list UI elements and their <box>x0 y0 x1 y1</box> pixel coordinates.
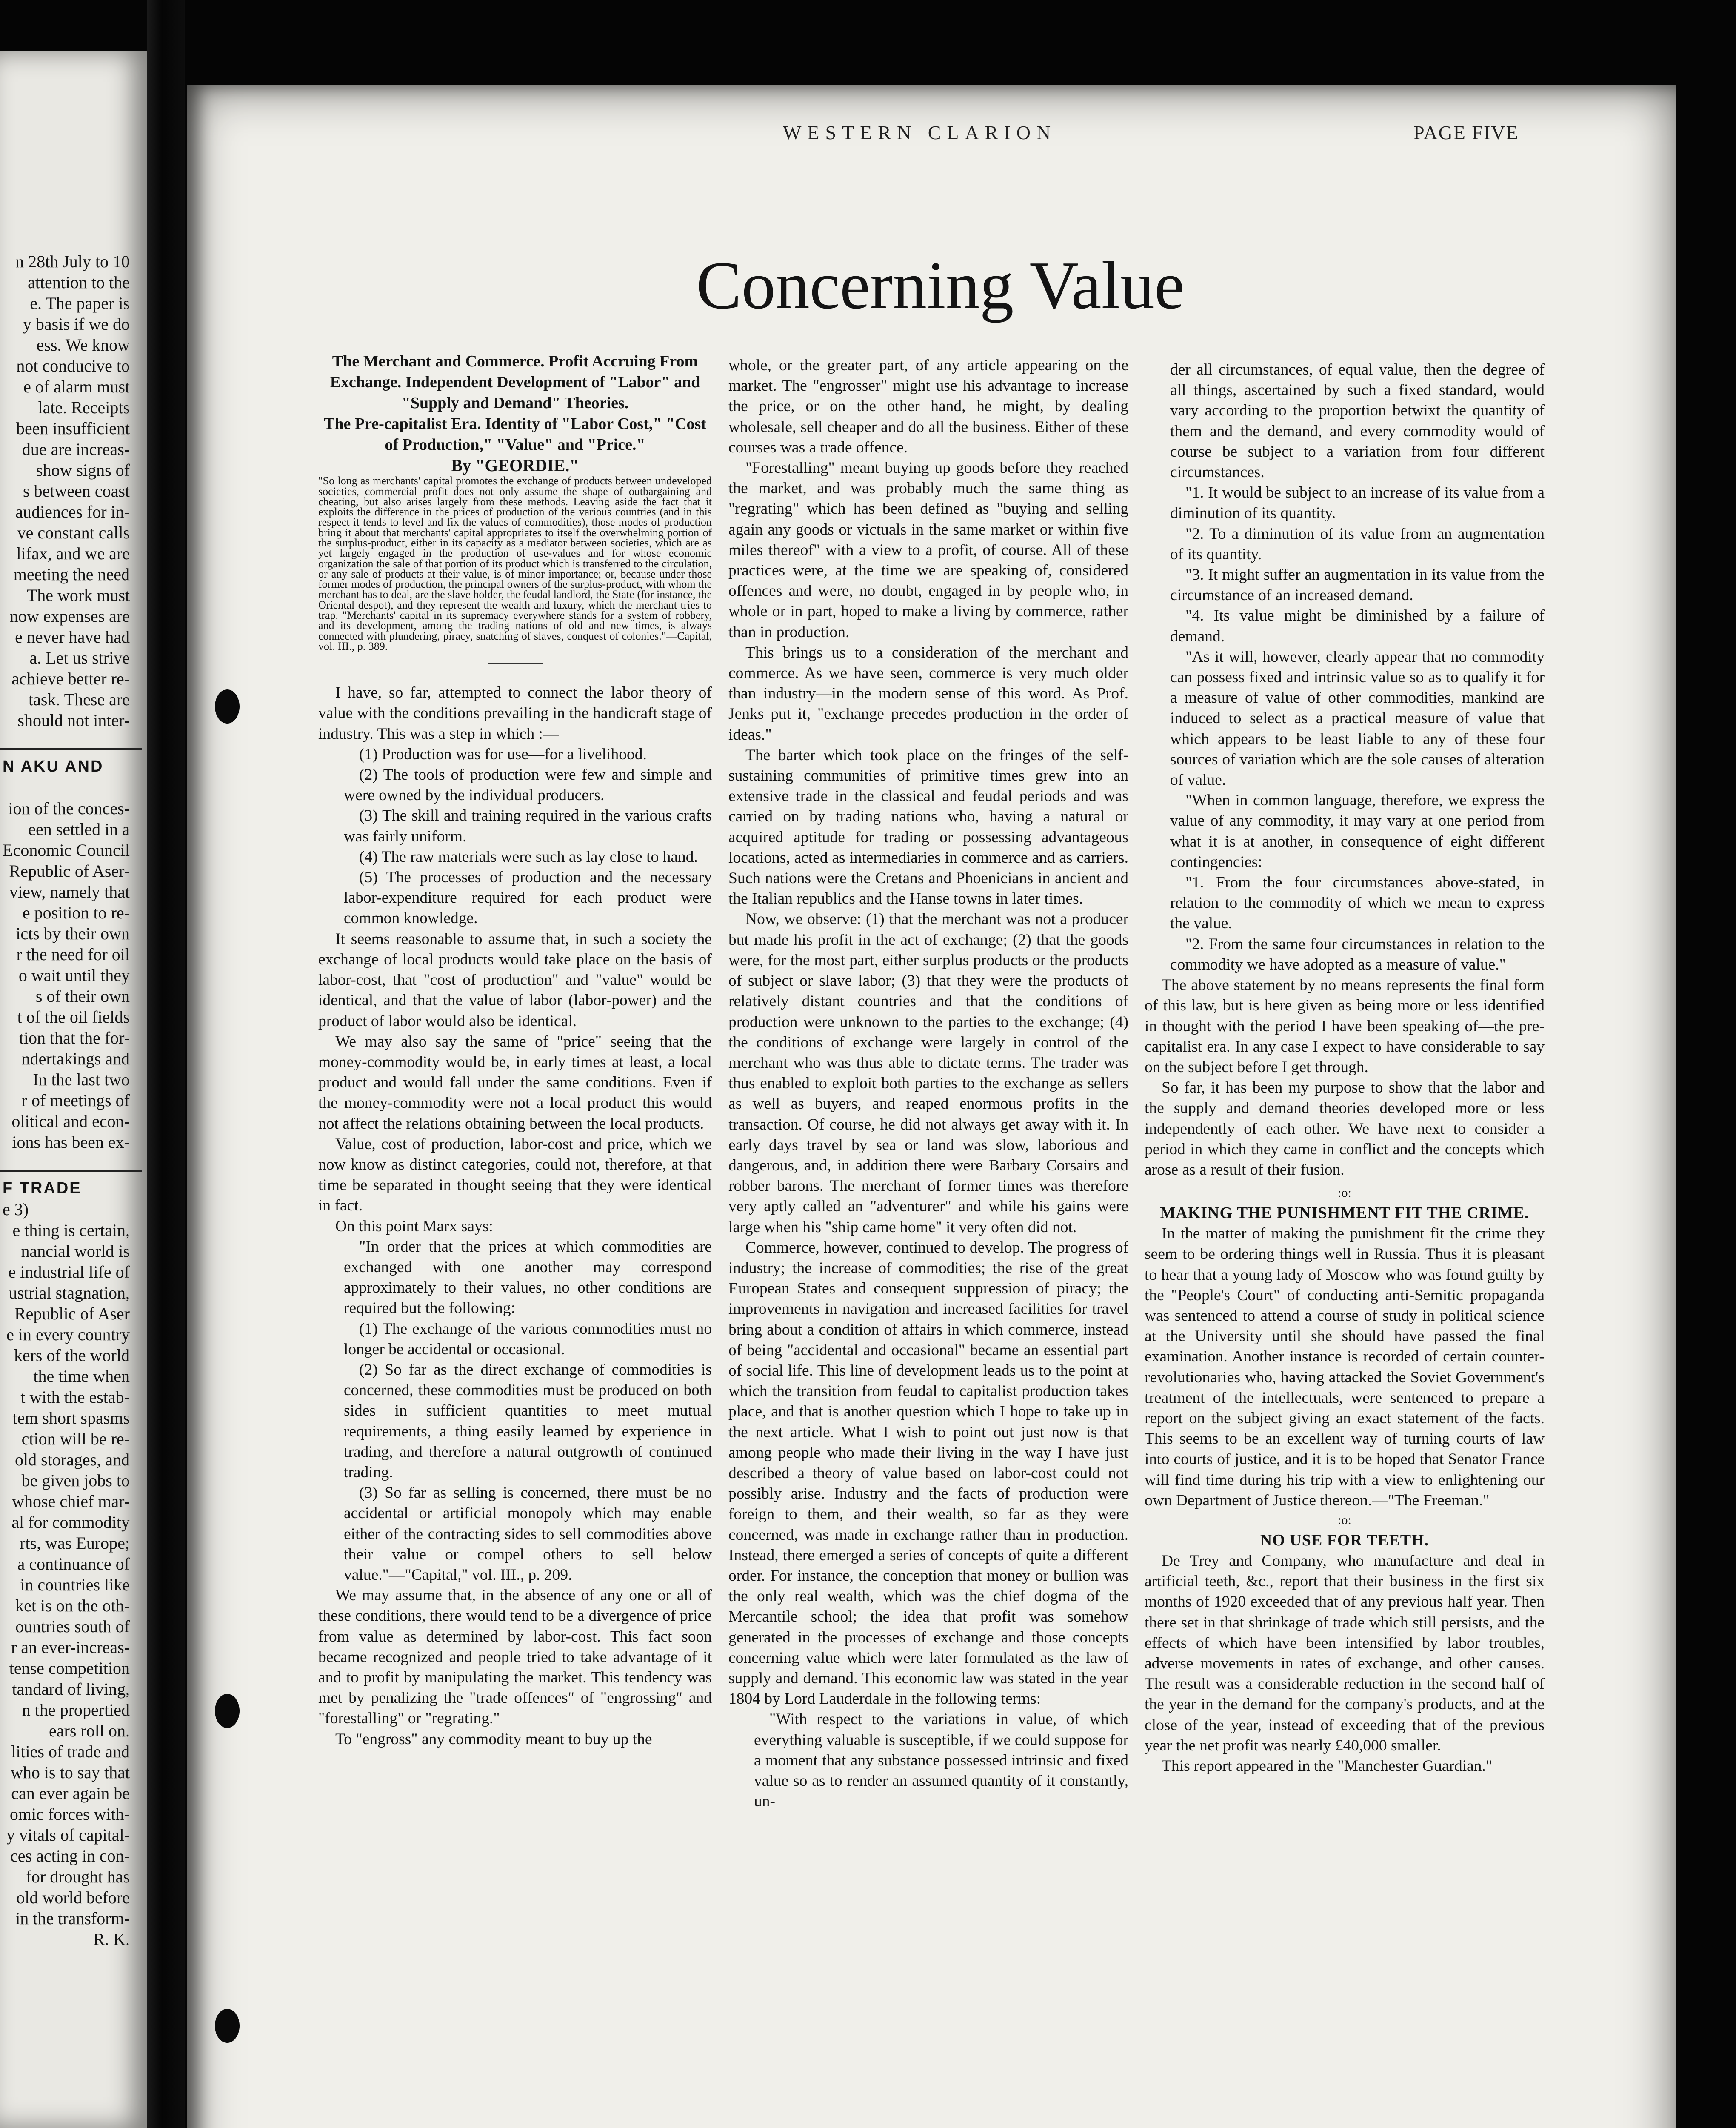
left-column-line: ve constant calls <box>17 523 130 542</box>
article-paragraph: We may assume that, in the absence of any one or all of these conditions, there would tend to be a divergence of price from value as determined by labor-cost. This fact soon became recognized and people tried to take advantage of it and to profit by manipulating the market. This tendency was met by penalizing the "trade offences" of "engrossing" and "forestalling" or "regrating." <box>318 1587 712 1728</box>
left-column-line: not conducive to <box>16 356 130 375</box>
article-paragraph: "1. It would be subject to an increase of its value from a diminution of its quantity. <box>1170 484 1545 522</box>
article-paragraph: "With respect to the variations in value, of which everything valuable is susceptible, if we could suppose for a moment that any substance possessed intrinsic and fixed value so as to render an assumed quantity of it constantly, un- <box>754 1710 1128 1811</box>
left-column-line: in the transform- <box>15 1909 130 1928</box>
left-column-line: rts, was Europe; <box>20 1533 130 1553</box>
left-column-line: e in every country <box>6 1325 130 1344</box>
left-column-line: In the last two <box>33 1070 130 1089</box>
article-paragraph: Now, we observe: (1) that the merchant was not a producer but made his profit in the act of exchange; (2) that the goods were, for the most part, either surplus products or the products of subject or slave labor; (3) that they were the products of relatively distant countries and that the conditions of production were unknown to the parties to the exchange; (4) the conditions of exchange were largely in control of the merchant who was thus able to dictate terms. The trader was thus enabled to exploit both parties to the exchange as sellers as well as buyers, and reaped enormous profits in the transaction. Of course, he did not always get away with it. In early days travel by sea or land was slow, laborious and dangerous, and, in addition there were Barbary Corsairs and robber barons. The merchant of former times was therefore very aptly called an "adventurer" and while his gains were large when his "ship came home" it very often did not. <box>728 910 1128 1236</box>
article-paragraph: (2) The tools of production were few and simple and were owned by the individual producers. <box>344 766 712 804</box>
left-page-fragment <box>0 51 147 2128</box>
article-byline: By "GEORDIE." <box>451 456 579 475</box>
left-column-line: e thing is certain, <box>12 1221 130 1240</box>
left-column-line: ction will be re- <box>21 1429 130 1448</box>
left-column-line: R. K. <box>93 1930 130 1949</box>
story-divider: :o: <box>1338 1513 1351 1527</box>
left-column-heading: N AKU AND <box>3 758 104 775</box>
article-paragraph: (3) The skill and training required in the various crafts was fairly uniform. <box>344 807 712 845</box>
article-paragraph: (1) The exchange of the various commodities must no longer be accidental or occasional. <box>344 1320 712 1358</box>
article-subhead: The Pre-capitalist Era. Identity of "Labor Cost," "Cost of Production," "Value" and "Price." <box>324 415 706 454</box>
left-column-text-bottom <box>0 1220 147 1950</box>
left-column-line: a. Let us strive <box>29 648 130 667</box>
left-column-line: tion that the for- <box>19 1028 130 1047</box>
left-column-line: nancial world is <box>21 1241 130 1261</box>
left-column-line: whose chief mar- <box>12 1492 130 1511</box>
left-column-line: ces acting in con- <box>10 1846 130 1865</box>
left-column-line: ndertakings and <box>21 1049 130 1068</box>
left-column-line: view, namely that <box>9 882 130 901</box>
left-column-line: in countries like <box>20 1575 130 1594</box>
column-3-paragraphs <box>1145 360 1545 1180</box>
left-column-line: for drought has <box>26 1867 130 1886</box>
left-column-line: ountries south of <box>15 1617 130 1636</box>
left-column-line: been insufficient <box>16 419 130 438</box>
binding-hole <box>215 689 240 724</box>
article-paragraph: whole, or the greater part, of any article appearing on the market. The "engrosser" might use his advantage to increase the price, or on the other hand, he might, by dealing wholesale, sell cheaper and do all the business. Either of these courses was a trade offence. <box>728 357 1128 456</box>
article-paragraph: der all circumstances, of equal value, then the degree of all things, ascertained by such a fixed standard, would vary according to the proportion betwixt the quantity of them and the demand, and every commodity would of course be subject to a variation from four different circumstances. <box>1170 361 1545 481</box>
page-number: PAGE FIVE <box>1413 122 1519 143</box>
article-paragraph: "As it will, however, clearly appear that no commodity can possess fixed and intrinsic value so as to qualify it for a measure of value of other commodities, mankind are induced to select as a practical measure of value that which appears to be least liable to any of these four sources of variation which are the sole causes of alteration of value. <box>1170 648 1545 789</box>
left-column-line: kers of the world <box>14 1346 130 1365</box>
article-column-3 <box>1145 360 1545 1776</box>
left-column-line: Republic of Aser <box>14 1304 130 1323</box>
left-column-line: show signs of <box>36 460 130 480</box>
article-paragraph: Commerce, however, continued to develop. The progress of industry; the increase of commodities; the rise of the great European States and consequent suppression of piracy; the improvements in navigation and increased facilities for travel bring about a condition of affairs in which commerce, instead of being "accidental and occasional" became an essential part of social life. This line of development leads us to the point at which the transition from feudal to capitalist production takes place, and that is another question which I hope to take up in the next article. What I wish to point out just now is that among people who made their living in the way I have just described a theory of value based on labor-cost could not possibly arise. Industry and the facts of production were foreign to them, and their wealth, so far as they were concerned, was made in exchange rather than in production. Instead, there emerged a series of concepts of quite a different order. For instance, the conception that money or bullion was the only real wealth, which was the chief dogma of the Mercantile school; the idea that profit was somehow generated in the processes of exchange and those concepts concerning value which were later formulated as the law of supply and demand. This economic law was stated in the year 1804 by Lord Lauderdale in the following terms: <box>728 1238 1128 1708</box>
column-2-paragraphs <box>728 355 1128 1812</box>
left-column-line: Economic Council <box>3 841 130 860</box>
article-paragraph: "2. To a diminution of its value from an augmentation of its quantity. <box>1170 525 1545 563</box>
left-column-line: achieve better re- <box>11 669 130 688</box>
left-column-line: can ever again be <box>11 1784 130 1803</box>
left-column-line: The work must <box>26 586 130 605</box>
left-column-line: e position to re- <box>22 903 130 922</box>
article-paragraph: (5) The processes of production and the necessary labor-expenditure required for each product were common knowledge. <box>344 869 712 927</box>
left-column-line: n 28th July to 10 <box>15 252 130 271</box>
article-paragraph: The above statement by no means represents the final form of this law, but is here given as being more or less identified in thought with the period I have been speaking of—the pre-capitalist era. In any case I expect to have considerable to say on the subject before I get through. <box>1145 976 1545 1076</box>
article-paragraph: I have, so far, attempted to connect the labor theory of value with the conditions prevailing in the handicraft stage of industry. This was a step in which :— <box>318 684 712 743</box>
left-column-line: e never have had <box>15 627 130 646</box>
article-subhead: The Merchant and Commerce. Profit Accruing From Exchange. Independent Development of "Labor" and "Supply and Demand" Theories. <box>330 352 700 412</box>
left-column-line: y basis if we do <box>23 315 130 334</box>
left-column-line: audiences for in- <box>15 502 130 521</box>
left-column-line: e. The paper is <box>30 294 130 313</box>
left-column-line: al for commodity <box>11 1513 130 1532</box>
left-column-line: t with the estab- <box>20 1387 130 1407</box>
left-column-line: e of alarm must <box>23 377 130 396</box>
running-title: WESTERN CLARION <box>783 122 1057 143</box>
left-column-line: ess. We know <box>36 335 130 355</box>
left-column-line: the time when <box>33 1367 130 1386</box>
left-column-line: lifax, and we are <box>16 544 130 563</box>
column-rule <box>0 748 142 750</box>
article-paragraph: "2. From the same four circumstances in relation to the commodity we have adopted as a measure of value." <box>1170 935 1545 973</box>
article-column-1 <box>318 351 712 1750</box>
article-headline: Concerning Value <box>696 247 1185 323</box>
left-column-line: lities of trade and <box>11 1742 130 1761</box>
left-column-line: old world before <box>16 1888 130 1907</box>
left-column-line: tense competition <box>9 1659 130 1678</box>
left-column-line: attention to the <box>28 273 130 292</box>
left-column-text-top <box>0 251 147 731</box>
article-paragraph: "1. From the four circumstances above-stated, in relation to the commodity of which we mean to express the value. <box>1170 874 1545 932</box>
left-column-line: n the propertied <box>22 1700 130 1719</box>
left-column-text-middle <box>0 798 147 1153</box>
left-column-line: e industrial life of <box>8 1262 130 1281</box>
article-paragraph: To "engross" any commodity meant to buy up the <box>335 1730 652 1748</box>
left-column-line: ket is on the oth- <box>15 1596 130 1615</box>
left-column-line: omic forces with- <box>9 1805 130 1824</box>
article-paragraph: "When in common language, therefore, we express the value of any commodity, it may vary at one period from what it is at another, in consequence of eight different contingencies: <box>1170 792 1545 871</box>
left-column-line: should not inter- <box>17 711 130 730</box>
article-epigraph: "So long as merchants' capital promotes the exchange of products between undeveloped societies, commercial profit does not only assume the shape of outbargaining and cheating, but also arises largely from these methods. Leaving aside the fact that it exploits the difference in the prices of production of the various countries (and in this respect it tends to level and fix the values of commodities), those modes of production bring it about that merchants' capital appropriates to itself the overwhelming portion of the surplus-product, either in its capacity as a mediator between societies, which are as yet largely engaged in the production of use-values and for whose economic organization the sale of that portion of its product which is transferred to the circulation, or any sale of products at their value, is of minor importance; or, because under those former modes of production, the principal owners of the surplus-product, with whom the merchant has to deal, are the slave holder, the feudal landlord, the State (for instance, the Oriental despot), and they represent the wealth and luxury, which the merchant tries to trap. "Merchants' capital in its supremacy everywhere stands for a system of robbery, and its development, among the trading nations of old and new times, is always connected with plundering, piracy, snatching of slaves, conquest of colonies."—Capital, vol. III., p. 389. <box>318 475 712 652</box>
article-paragraph: This brings us to a consideration of the merchant and commerce. As we have seen, commerce is very much older than industry—in the modern sense of this word. As Prof. Jenks put it, "exchange precedes production in the order of ideas." <box>728 644 1128 744</box>
article-paragraph: (3) So far as selling is concerned, there must be no accidental or artificial monopoly which may enable either of the contracting sides to sell commodities above their value or compel others to sell below value."—"Capital," vol. III., p. 209. <box>344 1484 712 1584</box>
story-body: De Trey and Company, who manufacture and deal in artificial teeth, &c., report that their business in the first six months of 1920 exceeded that of any previous half year. Then there set in that shrinkage of trade which still persists, and the effects of which have been intensified by labor troubles, adverse movements in rates of exchange, and other causes. The result was a considerable reduction in the second half of the year in the demand for the company's products, and at the close of the year, instead of exceeding that of the previous year the net profit was nearly £40,000 smaller. <box>1145 1552 1545 1754</box>
column-rule <box>0 1170 142 1172</box>
article-paragraph: Value, cost of production, labor-cost and price, which we now know as distinct categories, could not, therefore, at that time be separated in thought seeing that they were identical in fact. <box>318 1135 712 1215</box>
story-note: This report appeared in the "Manchester Guardian." <box>1162 1757 1493 1775</box>
left-column-line: r of meetings of <box>21 1091 130 1110</box>
left-column-line: tem short spasms <box>12 1408 130 1427</box>
article-paragraph: So far, it has been my purpose to show that the labor and the supply and demand theories developed more or less independently of each other. We have next to consider a period in which they came in conflict and the concepts which arose as a result of their fusion. <box>1145 1079 1545 1178</box>
left-column-line: olitical and econ- <box>11 1112 130 1131</box>
left-column-subheading: e 3) <box>3 1200 29 1219</box>
left-column-heading: F TRADE <box>3 1179 82 1197</box>
left-column-line: now expenses are <box>9 606 130 626</box>
article-paragraph: (4) The raw materials were such as lay close to hand. <box>359 848 698 866</box>
left-column-line: Republic of Aser- <box>9 861 130 881</box>
left-column-line: r the need for oil <box>16 945 130 964</box>
left-column-line: t of the oil fields <box>17 1007 130 1027</box>
left-column-line: icts by their own <box>16 924 130 943</box>
left-column-line: task. These are <box>28 690 130 709</box>
article-paragraph: "Forestalling" meant buying up goods before they reached the market, and was probably much the same thing as "regrating" which has been defined as "buying and selling again any goods or victuals in the same market or within five miles thereof" with a view to a profit, of course. All of these practices were, at the time we are speaking of, considered offences and were, no doubt, engaged in by people who, in whole or in part, hoped to make a living by commerce, rather than in production. <box>728 459 1128 641</box>
article-paragraph: (2) So far as the direct exchange of commodities is concerned, these commodities must be produced on both sides in sufficient quantities to meet mutual requirements, a thing easily learned by experience in trading, and therefore a natural outgrowth of continued trading. <box>344 1361 712 1481</box>
left-column-line: tandard of living, <box>12 1679 130 1699</box>
left-column-line: be given jobs to <box>21 1471 130 1490</box>
article-paragraph: The barter which took place on the fringes of the self-sustaining communities of primitive times grew into an extensive trade in the classical and feudal periods and was carried on by trading nations who, having a natural or acquired aptitude for trading or possessing advantageous locations, acted as intermediaries in commerce and as carriers. Such nations were the Cretans and Phoenicians in ancient and the Italian republics and the Hanse towns in later times. <box>728 746 1128 908</box>
binding-hole <box>215 1694 240 1728</box>
left-column-line: old storages, and <box>15 1450 130 1469</box>
left-column-line: y vitals of capital- <box>6 1825 130 1845</box>
left-column-line: o wait until they <box>18 966 130 985</box>
left-column-line: ears roll on. <box>49 1721 130 1740</box>
article-paragraph: It seems reasonable to assume that, in such a society the exchange of local products would take place on the basis of labor-cost, that "cost of production" and "value" would be identical, and that the value of labor (labor-power) and the product of labor would also be identical. <box>318 930 712 1030</box>
left-column-line: meeting the need <box>13 565 130 584</box>
left-column-line: s between coast <box>23 481 130 501</box>
left-column-line: r an ever-increas- <box>11 1638 130 1657</box>
binding-hole <box>215 2009 240 2043</box>
binding-gutter <box>147 0 185 2128</box>
article-paragraph: We may also say the same of "price" seeing that the money-commodity would be, in early times at least, a local product and would fall under the same conditions. Even if the money-commodity were not a local product this would not affect the relations obtaining between the local products. <box>318 1033 712 1133</box>
left-column-line: ions has been ex- <box>12 1133 130 1152</box>
column-1-paragraphs <box>318 683 712 1750</box>
story-headline: MAKING THE PUNISHMENT FIT THE CRIME. <box>1160 1204 1529 1222</box>
section-rule <box>488 663 543 664</box>
story-headline: NO USE FOR TEETH. <box>1260 1531 1429 1549</box>
left-column-line: late. Receipts <box>38 398 130 417</box>
article-paragraph: "4. Its value might be diminished by a failure of demand. <box>1170 607 1545 645</box>
story-divider: :o: <box>1338 1186 1351 1200</box>
article-paragraph: (1) Production was for use—for a livelihood. <box>359 745 647 763</box>
left-column-line: who is to say that <box>11 1763 130 1782</box>
article-paragraph: "In order that the prices at which commodities are exchanged with one another may correspond approximately to their values, no other conditions are required but the following: <box>344 1238 712 1317</box>
left-column-line: a continuance of <box>17 1554 130 1573</box>
article-paragraph: "3. It might suffer an augmentation in its value from the circumstance of an increased demand. <box>1170 566 1545 604</box>
left-column-line: ion of the conces- <box>8 799 130 818</box>
left-column-line: ustrial stagnation, <box>9 1283 130 1302</box>
left-column-line: een settled in a <box>28 820 130 839</box>
left-column-line: due are increas- <box>22 440 130 459</box>
left-column-line: s of their own <box>35 987 130 1006</box>
article-paragraph: On this point Marx says: <box>335 1217 493 1235</box>
article-column-2 <box>728 355 1128 1812</box>
story-body: In the matter of making the punishment fit the crime they seem to be ordering things well in Russia. Thus it is pleasant to hear that a young lady of Moscow who was found guilty by the "People's Court" of conducting anti-Semitic propaganda was sentenced to attend a course of study in political science at the University until she should have passed the final examination. Another instance is recorded of certain counter-revolutionaries who, having attacked the Soviet Government's treatment of the intellectuals, were sentenced to prepare a report on the subject giving an exact statement of the facts. This seems to be an excellent way of turning courts of law into courts of justice, and it is to be hoped that Senator France will find time during his trip with a view to enlightening our own Department of Justice thereon.—"The Freeman." <box>1145 1225 1545 1509</box>
